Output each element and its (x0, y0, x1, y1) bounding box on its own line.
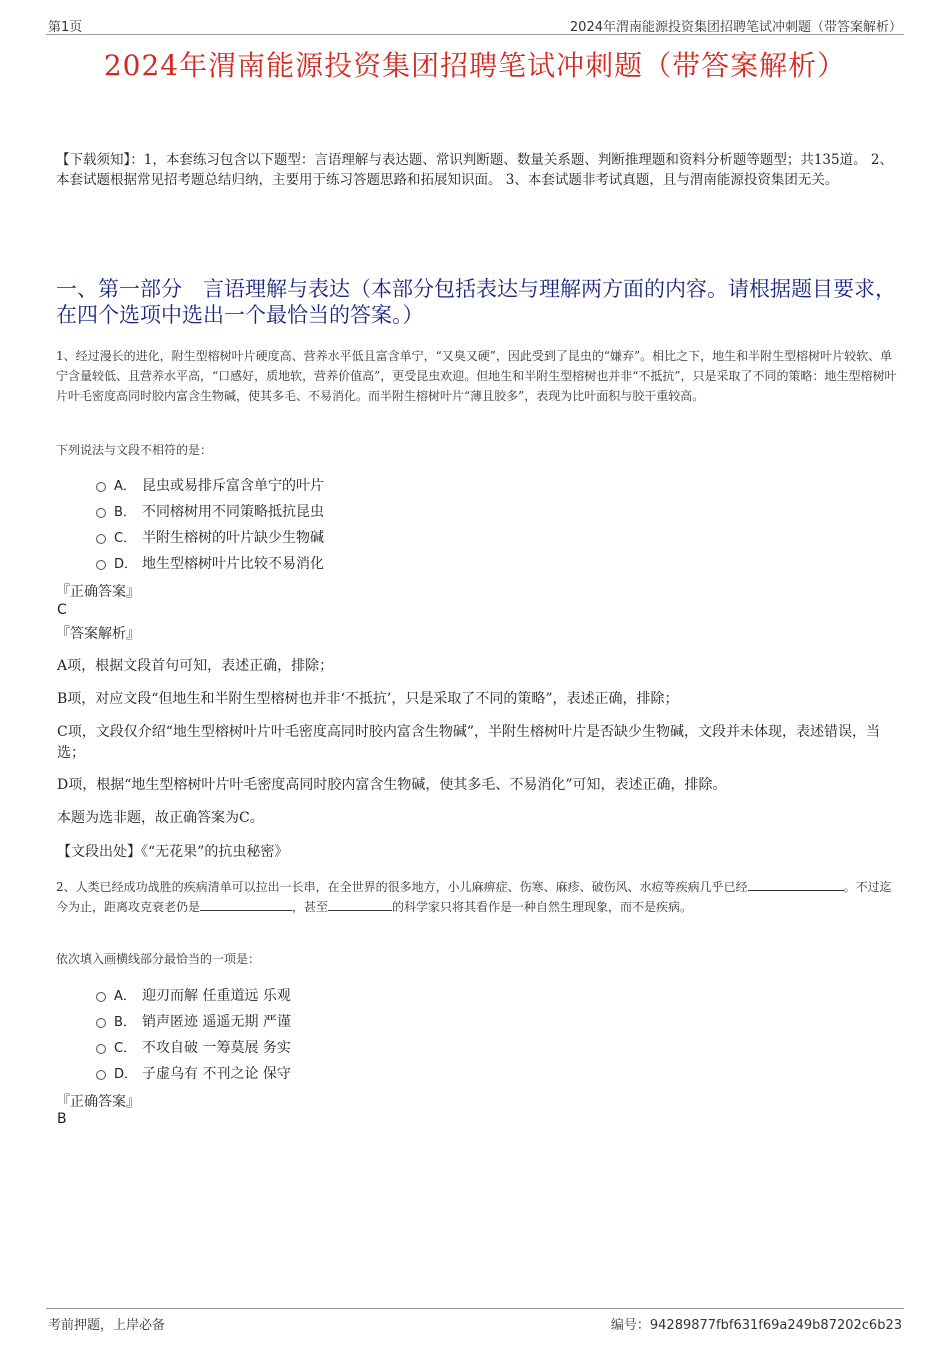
option-a[interactable] (96, 473, 324, 499)
code-value: 94289877fbf631f69a249b87202c6b23 (649, 1318, 902, 1333)
option-letter: A． (114, 479, 136, 494)
question-2-options (96, 983, 291, 1087)
option-letter: C． (114, 531, 137, 546)
section-heading: 一、第一部分 言语理解与表达（本部分包括表达与理解两方面的内容。请根据题目要求，在四个选项中选出一个最恰当的答案。） (56, 277, 896, 327)
option-text: 销声匿迹 遥遥无期 严谨 (142, 1014, 291, 1030)
option-letter: A． (114, 989, 136, 1004)
explanation-b: B项，对应文段“但地生和半附生型榕树也并非‘不抵抗’，只是采取了不同的策略”，表述正确，排除； (57, 691, 679, 707)
radio-button-icon[interactable] (96, 1044, 106, 1054)
download-notice: 【下载须知】：1，本套练习包含以下题型：言语理解与表达题、常识判断题、数量关系题、判断推理题和资料分析题等题型；共135道。 2、本套试题根据常见招考题总结归纳，主要用于练习答题思路和拓展知识面。 3、本套试题非考试真题，且与渭南能源投资集团无关。 (56, 152, 893, 188)
option-text: 不攻自破 一筹莫展 务实 (142, 1040, 291, 1056)
option-b[interactable] (96, 1009, 291, 1035)
option-c[interactable] (96, 525, 324, 551)
explanation-label: 『答案解析』 (56, 626, 140, 642)
blank-3 (328, 898, 392, 911)
radio-button-icon[interactable] (96, 560, 106, 570)
question-1-options (96, 473, 324, 577)
page-header (46, 14, 904, 35)
radio-button-icon[interactable] (96, 508, 106, 518)
footer-slogan: 考前押题，上岸必备 (48, 1318, 166, 1333)
question-2-text-part: 的科学家只将其看作是一种自然生理现象，而不是疾病。 (392, 900, 693, 914)
option-text: 子虚乌有 不刊之论 保守 (142, 1066, 291, 1082)
code-label: 编号： (610, 1318, 650, 1333)
option-d[interactable] (96, 1061, 291, 1087)
passage-source: 【文段出处】《“无花果”的抗虫秘密》 (57, 844, 289, 860)
option-letter: D． (114, 557, 138, 572)
question-2-prompt: 依次填入画横线部分最恰当的一项是： (56, 952, 261, 966)
question-1-text: 1、经过漫长的进化，附生型榕树叶片硬度高、营养水平低且富含单宁，“又臭又硬”，因此受到了昆虫的“嫌弃”。相比之下，地生和半附生型榕树叶片较软、单宁含量较低、且营养水平高，“口感好，质地软，营养价值高”，更受昆虫欢迎。但地生和半附生型榕树也并非“不抵抗”，只是采取了不同的策略：地生型榕树叶片叶毛密度高同时胶内富含生物碱，使其多毛、不易消化。而半附生榕树叶片“薄且胶多”，表现为比叶面积与胶干重较高。 (56, 349, 897, 403)
question-2-text (56, 877, 900, 917)
correct-answer-value: B (57, 1111, 67, 1127)
blank-1 (748, 878, 844, 891)
page-number: 第1页 (48, 20, 83, 35)
radio-button-icon[interactable] (96, 482, 106, 492)
option-c[interactable] (96, 1035, 291, 1061)
option-letter: C． (114, 1041, 137, 1056)
explanation-a: A项，根据文段首句可知，表述正确，排除； (57, 658, 334, 674)
option-text: 地生型榕树叶片比较不易消化 (142, 556, 324, 572)
question-2-text-part: ，甚至 (292, 900, 329, 914)
option-letter: B． (114, 1015, 136, 1030)
option-text: 迎刃而解 任重道远 乐观 (142, 988, 291, 1004)
explanation-c: C项，文段仅介绍“地生型榕树叶片叶毛密度高同时胶内富含生物碱”，半附生榕树叶片是否缺少生物碱，文段并未体现，表述错误，当选； (57, 724, 881, 761)
radio-button-icon[interactable] (96, 1070, 106, 1080)
running-title: 2024年渭南能源投资集团招聘笔试冲刺题（带答案解析） (569, 20, 902, 35)
radio-button-icon[interactable] (96, 534, 106, 544)
option-text: 半附生榕树的叶片缺少生物碱 (142, 530, 324, 546)
correct-answer-label: 『正确答案』 (56, 1094, 140, 1110)
document-code (611, 1314, 902, 1333)
option-d[interactable] (96, 551, 324, 577)
correct-answer-value: C (57, 602, 67, 618)
page-footer (46, 1308, 904, 1331)
option-b[interactable] (96, 499, 324, 525)
option-letter: B． (114, 505, 136, 520)
option-letter: D． (114, 1067, 138, 1082)
correct-answer-label: 『正确答案』 (56, 584, 140, 600)
radio-button-icon[interactable] (96, 992, 106, 1002)
explanation-conclusion: 本题为选非题，故正确答案为C。 (57, 810, 264, 826)
option-text: 昆虫或易排斥富含单宁的叶片 (142, 478, 324, 494)
explanation-d: D项，根据“地生型榕树叶片叶毛密度高同时胶内富含生物碱，使其多毛、不易消化”可知，表述正确，排除。 (57, 777, 727, 793)
document-title: 2024年渭南能源投资集团招聘笔试冲刺题（带答案解析） (103, 49, 847, 82)
option-text: 不同榕树用不同策略抵抗昆虫 (142, 504, 324, 520)
radio-button-icon[interactable] (96, 1018, 106, 1028)
option-a[interactable] (96, 983, 291, 1009)
question-1-prompt: 下列说法与文段不相符的是： (56, 443, 213, 457)
question-2-text-part: 。不过迄今为止，距离攻克衰老仍是 (56, 880, 892, 914)
question-2-text-part: 2、人类已经成功战胜的疾病清单可以拉出一长串，在全世界的很多地方，小儿麻痹症、伤寒、麻疹、破伤风、水痘等疾病几乎已经 (56, 880, 748, 894)
blank-2 (200, 898, 292, 911)
